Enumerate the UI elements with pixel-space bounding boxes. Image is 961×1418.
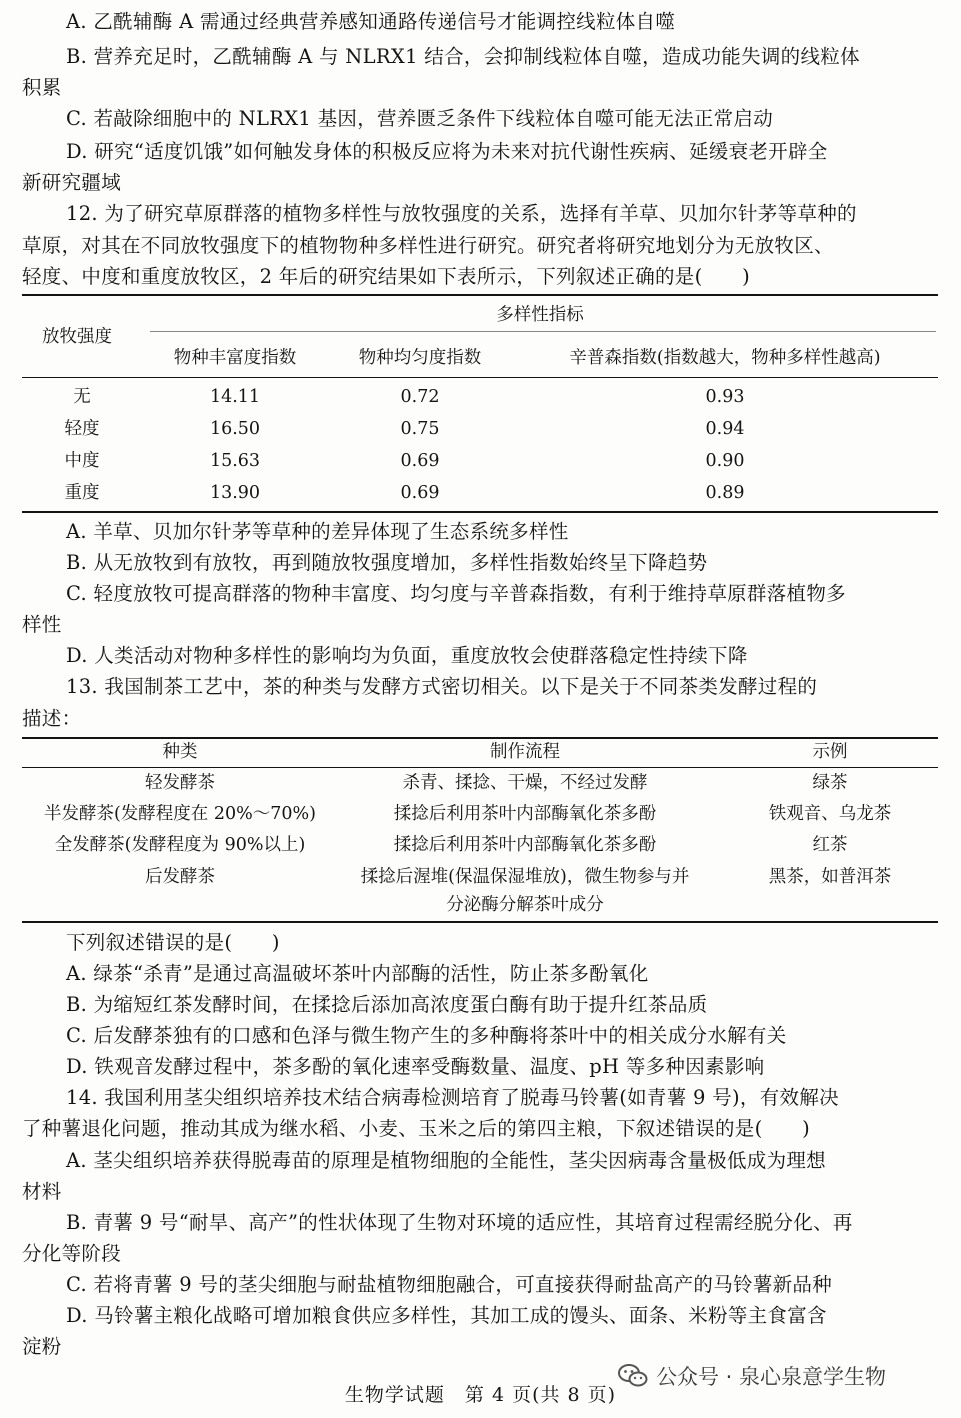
row-evenness: 0.72 [400, 387, 440, 407]
q14-stem: 14. 我国利用茎尖组织培养技术结合病毒检测培育了脱毒马铃薯(如青薯 9 号)，有效解决 [66, 1086, 839, 1109]
q13-prompt: 下列叙述错误的是( ) [66, 931, 280, 954]
q11-option-b-cont: 积累 [22, 76, 62, 99]
row-process-cont: 分泌酶分解茶叶成分 [446, 895, 604, 915]
row-example: 铁观音、乌龙茶 [768, 804, 892, 824]
table-header-rule [22, 377, 938, 378]
table-sub-rule [150, 331, 936, 332]
q13-stem-cont: 描述： [22, 707, 82, 730]
row-example: 绿茶 [812, 773, 848, 793]
row-kind: 全发酵茶(发酵程度为 90%以上) [54, 835, 306, 855]
column-header: 物种丰富度指数 [173, 348, 297, 368]
column-header: 制作流程 [490, 742, 560, 762]
column-header: 示例 [812, 742, 848, 762]
row-evenness: 0.69 [400, 451, 440, 471]
column-header: 辛普森指数(指数越大，物种多样性越高) [569, 348, 881, 368]
row-process: 揉捻后利用茶叶内部酶氧化茶多酚 [393, 835, 657, 855]
q12-option-b: B. 从无放牧到有放牧，再到随放牧强度增加，多样性指数始终呈下降趋势 [66, 551, 708, 574]
row-simpson: 0.93 [705, 387, 745, 407]
row-richness: 16.50 [209, 419, 261, 439]
q14-option-d: D. 马铃薯主粮化战略可增加粮食供应多样性，其加工成的馒头、面条、米粉等主食富含 [66, 1304, 827, 1327]
q13-option-c: C. 后发酵茶独有的口感和色泽与微生物产生的多种酶将茶叶中的相关成分水解有关 [66, 1024, 787, 1047]
row-richness: 15.63 [209, 451, 261, 471]
row-level: 轻度 [64, 419, 100, 439]
row-example: 红茶 [812, 835, 848, 855]
row-process: 揉捻后利用茶叶内部酶氧化茶多酚 [393, 804, 657, 824]
row-process: 揉捻后渥堆(保温保湿堆放)，微生物参与并 [360, 867, 690, 887]
row-process: 杀青、揉捻、干燥，不经过发酵 [402, 773, 648, 793]
q11-option-d: D. 研究“适度饥饿”如何触发身体的积极反应将为未来对抗代谢性疾病、延缓衰老开辟全 [66, 140, 828, 163]
table-row-header: 放牧强度 [42, 327, 112, 347]
row-example: 黑茶，如普洱茶 [768, 867, 892, 887]
q13-option-a: A. 绿茶“杀青”是通过高温破坏茶叶内部酶的活性，防止茶多酚氧化 [66, 962, 649, 985]
table-bottom-rule [22, 921, 938, 923]
row-simpson: 0.89 [705, 483, 745, 503]
q13-stem: 13. 我国制茶工艺中，茶的种类与发酵方式密切相关。以下是关于不同茶类发酵过程的 [66, 675, 818, 698]
q11-option-b: B. 营养充足时，乙酰辅酶 A 与 NLRX1 结合，会抑制线粒体自噬，造成功能失调的线粒体 [66, 45, 860, 68]
row-kind: 半发酵茶(发酵程度在 20%～70%) [43, 804, 316, 824]
page-footer: 生物学试题 第 4 页(共 8 页) [344, 1384, 617, 1406]
table-header-rule [22, 767, 938, 768]
watermark-text: 公众号 · 泉心泉意学生物 [656, 1365, 887, 1389]
row-evenness: 0.75 [400, 419, 440, 439]
q14-option-b: B. 青薯 9 号“耐旱、高产”的性状体现了生物对环境的适应性，其培育过程需经脱分化、再 [66, 1211, 853, 1234]
q12-stem-cont: 草原，对其在不同放牧强度下的植物物种多样性进行研究。研究者将研究地划分为无放牧区、 [22, 234, 834, 257]
table-group-header: 多样性指标 [496, 305, 584, 325]
row-level: 中度 [64, 451, 100, 471]
q14-option-c: C. 若将青薯 9 号的茎尖细胞与耐盐植物细胞融合，可直接获得耐盐高产的马铃薯新品种 [66, 1273, 833, 1296]
q14-option-a: A. 茎尖组织培养获得脱毒苗的原理是植物细胞的全能性，茎尖因病毒含量极低成为理想 [66, 1149, 826, 1172]
q12-option-c-cont: 样性 [22, 613, 62, 636]
row-kind: 轻发酵茶 [145, 773, 215, 793]
q14-option-d-cont: 淀粉 [22, 1335, 62, 1358]
q11-option-a: A. 乙酰辅酶 A 需通过经典营养感知通路传递信号才能调控线粒体自噬 [66, 10, 676, 33]
q12-stem-cont: 轻度、中度和重度放牧区，2 年后的研究结果如下表所示，下列叙述正确的是( ) [22, 265, 751, 288]
q12-option-d: D. 人类活动对物种多样性的影响均为负面，重度放牧会使群落稳定性持续下降 [66, 644, 748, 667]
q11-option-c: C. 若敲除细胞中的 NLRX1 基因，营养匮乏条件下线粒体自噬可能无法正常启动 [66, 107, 774, 130]
q11-option-d-cont: 新研究疆域 [22, 171, 122, 194]
row-level: 无 [73, 387, 91, 407]
q12-option-a: A. 羊草、贝加尔针茅等草种的差异体现了生态系统多样性 [66, 520, 569, 543]
q12-option-c: C. 轻度放牧可提高群落的物种丰富度、均匀度与辛普森指数，有利于维持草原群落植物多 [66, 582, 846, 605]
row-level: 重度 [64, 483, 100, 503]
row-simpson: 0.90 [705, 451, 745, 471]
q13-option-b: B. 为缩短红茶发酵时间，在揉捻后添加高浓度蛋白酶有助于提升红茶品质 [66, 993, 708, 1016]
row-simpson: 0.94 [705, 419, 745, 439]
table-top-rule [22, 294, 938, 296]
q14-option-a-cont: 材料 [22, 1180, 62, 1203]
column-header: 物种均匀度指数 [358, 348, 482, 368]
column-header: 种类 [162, 742, 198, 762]
q13-option-d: D. 铁观音发酵过程中，茶多酚的氧化速率受酶数量、温度、pH 等多种因素影响 [66, 1055, 765, 1078]
row-richness: 14.11 [209, 387, 261, 407]
row-evenness: 0.69 [400, 483, 440, 503]
q14-option-b-cont: 分化等阶段 [22, 1242, 122, 1265]
row-kind: 后发酵茶 [145, 867, 215, 887]
table-bottom-rule [22, 511, 938, 513]
table-top-rule [22, 737, 938, 739]
row-richness: 13.90 [209, 483, 261, 503]
q14-stem-cont: 了种薯退化问题，推动其成为继水稻、小麦、玉米之后的第四主粮，下叙述错误的是( ) [22, 1117, 811, 1140]
q12-stem: 12. 为了研究草原群落的植物多样性与放牧强度的关系，选择有羊草、贝加尔针茅等草种的 [66, 202, 857, 225]
